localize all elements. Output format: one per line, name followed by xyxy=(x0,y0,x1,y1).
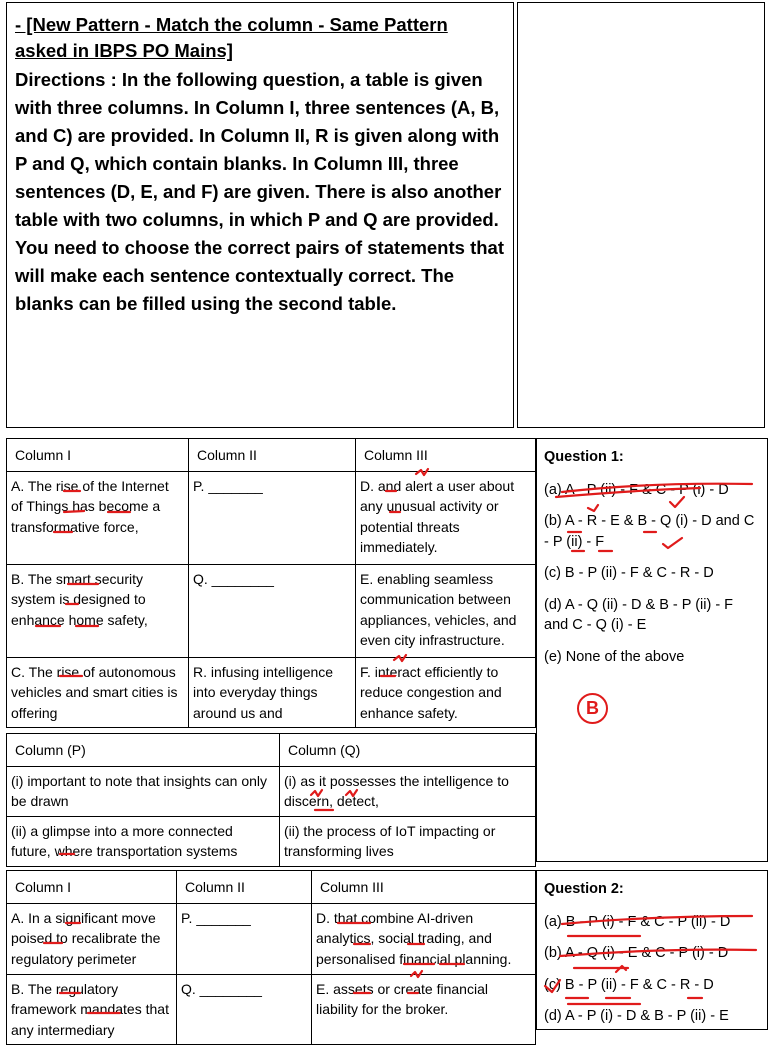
pq-table xyxy=(6,733,536,867)
match-table-2 xyxy=(6,870,536,1045)
table-header: Column (Q) xyxy=(280,734,536,767)
table-cell: P. _______ xyxy=(177,903,312,974)
match-table-1 xyxy=(6,438,536,728)
table-row xyxy=(7,903,536,974)
table-cell: (i) important to note that insights can only be drawn xyxy=(7,766,280,816)
question-title: Question 1: xyxy=(544,449,624,465)
option-b[interactable]: (b) A - Q (i) - E & C - P (i) - D xyxy=(544,945,729,961)
table-row xyxy=(7,766,536,816)
directions-text: Directions : In the following question, a table is given with three columns. In Column I, three sentences (A, B, and C) are provided. In Column II, R is given along with P and Q, which contain blanks. In Column III, three sentences (D, E, and F) are given. There is also another table with two columns, in which P and Q are provided. You need to choose the correct pairs of statements that will make each sentence contextually correct. The blanks can be filled using the second table. xyxy=(15,69,504,314)
blank-panel xyxy=(517,2,765,428)
option-c[interactable]: (c) B - P (ii) - F & C - R - D xyxy=(544,565,714,581)
table-header: Column II xyxy=(189,439,356,472)
table-row xyxy=(7,974,536,1044)
table-cell: R. infusing intelligence into everyday things around us and xyxy=(189,657,356,727)
question-1-panel xyxy=(536,438,768,862)
option-a[interactable]: (a) B - P (i) - F & C - P (ii) - D xyxy=(544,913,731,930)
table-cell: B. The regulatory framework mandates that any intermediary xyxy=(7,974,177,1044)
table-cell: (ii) a glimpse into a more connected future, where transportation systems xyxy=(7,816,280,866)
table-row xyxy=(7,816,536,866)
option-e[interactable]: (e) None of the above xyxy=(544,648,685,665)
table-cell: (ii) the process of IoT impacting or transforming lives xyxy=(280,816,536,866)
table-cell: B. The smart security system is designed to enhance home safety, xyxy=(7,564,189,657)
table-cell: (i) as it possesses the intelligence to discern, detect, xyxy=(280,766,536,816)
table-header-row xyxy=(7,734,536,767)
table-cell: F. interact efficiently to reduce congestion and enhance safety. xyxy=(356,657,536,727)
option-d[interactable]: (d) A - Q (ii) - D & B - P (ii) - F and C - Q (i) - E xyxy=(544,596,734,633)
table-cell: E. enabling seamless communication between appliances, vehicles, and even city infrastructure. xyxy=(356,564,536,657)
option-a[interactable]: (a) A - P (ii) - F & C - P (i) - D xyxy=(544,481,729,498)
handwritten-answer-circle: B xyxy=(577,693,608,724)
table-header: Column II xyxy=(177,871,312,904)
table-header: Column III xyxy=(312,871,536,904)
table-row xyxy=(7,657,536,727)
table-row xyxy=(7,471,536,564)
table-header-row xyxy=(7,439,536,472)
table-header: Column (P) xyxy=(7,734,280,767)
table-cell: E. assets or create financial liability for the broker. xyxy=(312,974,536,1044)
directions-box xyxy=(6,2,514,428)
table-cell: C. The rise of autonomous vehicles and smart cities is offering xyxy=(7,657,189,727)
option-b[interactable]: (b) A - R - E & B - Q (i) - D and C - P (ii) - F xyxy=(544,513,755,550)
table-header-row xyxy=(7,871,536,904)
question-title: Question 2: xyxy=(544,881,624,897)
table-cell: D. that combine AI-driven analytics, social trading, and personalised financial planning. xyxy=(312,903,536,974)
table-row xyxy=(7,564,536,657)
table-cell: A. The rise of the Internet of Things has become a transformative force, xyxy=(7,471,189,564)
option-d[interactable]: (d) A - P (i) - D & B - P (ii) - E xyxy=(544,1008,729,1024)
directions-heading: - [New Pattern - Match the column - Same Pattern asked in IBPS PO Mains] xyxy=(15,14,448,61)
table-cell: A. In a significant move poised to recalibrate the regulatory perimeter xyxy=(7,903,177,974)
table-cell: Q. ________ xyxy=(189,564,356,657)
question-2-panel xyxy=(536,870,768,1030)
table-header: Column I xyxy=(7,439,189,472)
table-header: Column III xyxy=(356,439,536,472)
table-header: Column I xyxy=(7,871,177,904)
table-cell: P. _______ xyxy=(189,471,356,564)
table-cell: D. and alert a user about any unusual activity or potential threats immediately. xyxy=(356,471,536,564)
option-c[interactable]: (c) B - P (ii) - F & C - R - D xyxy=(544,976,714,993)
table-cell: Q. ________ xyxy=(177,974,312,1044)
